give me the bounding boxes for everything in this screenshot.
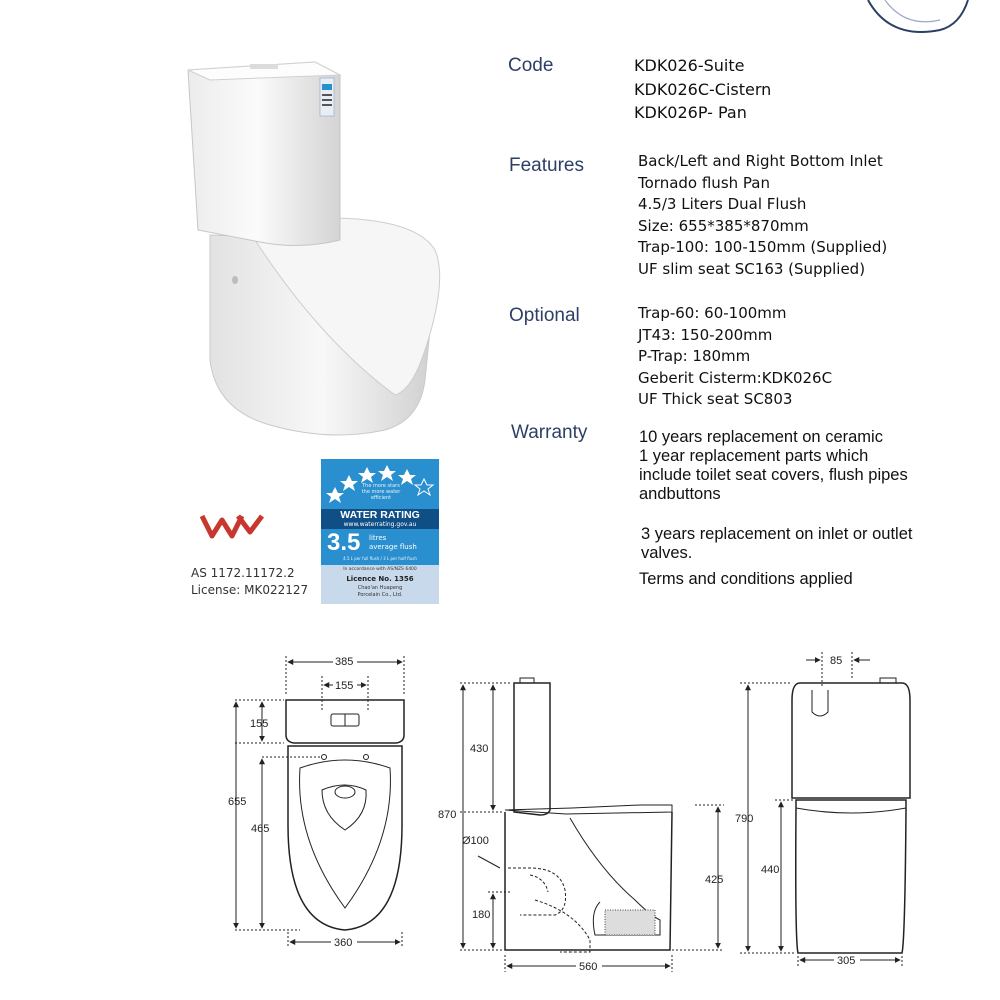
dim-side-inlet: Ø100 (462, 835, 489, 847)
badge-company-1: Chao'an Huapeng (357, 585, 403, 591)
optional-values (638, 303, 832, 411)
dim-top-base: 360 (334, 937, 353, 949)
top-view (235, 656, 404, 948)
badge-rating-desc: average flush (369, 543, 417, 551)
watermark-logo-icon (200, 512, 264, 540)
warranty-line: 3 years replacement on inlet or outlet (641, 525, 913, 543)
badge-flush-detail: 4.5 L per full flush / 3 L per half flush (343, 556, 417, 561)
warranty-line: andbuttons (639, 485, 721, 503)
technical-drawing (0, 640, 1000, 980)
badge-company-2: Porcelain Co., Ltd. (357, 592, 403, 598)
license-text: License: MK022127 (191, 583, 309, 597)
dim-side-depth: 560 (579, 961, 598, 973)
brand-logo-arc (860, 0, 970, 42)
feature-line: 4.5/3 Liters Dual Flush (638, 195, 807, 213)
badge-tagline: The more stars the more water efficient (361, 483, 401, 501)
product-photo (180, 50, 465, 450)
badge-url: www.waterrating.gov.au (321, 521, 439, 529)
dim-top-depth: 655 (228, 796, 247, 808)
code-values (634, 54, 771, 125)
optional-line: P-Trap: 180mm (638, 347, 751, 365)
feature-line: UF slim seat SC163 (Supplied) (638, 259, 866, 278)
warranty-line: 1 year replacement parts which (639, 447, 869, 465)
badge-licence-panel (321, 565, 439, 604)
feature-line: Trap-100: 100-150mm (Supplied) (638, 238, 888, 256)
code-line: KDK026C-Cistern (634, 79, 772, 99)
features-label: Features (509, 155, 584, 176)
warranty-line: Terms and conditions applied (639, 570, 853, 588)
warranty-para-2 (641, 525, 913, 563)
dim-top-button: 155 (335, 680, 354, 692)
dim-back-button: 85 (830, 655, 843, 667)
code-line: KDK026-Suite (634, 56, 745, 75)
dim-top-cistern: 155 (250, 718, 269, 730)
side-view (460, 678, 724, 972)
feature-line: Back/Left and Right Bottom Inlet (638, 152, 883, 170)
optional-line: Trap-60: 60-100mm (638, 304, 787, 322)
code-line: KDK026P- Pan (634, 103, 747, 122)
dim-back-height: 790 (735, 813, 754, 825)
warranty-label: Warranty (511, 422, 588, 443)
dim-back-base: 305 (837, 955, 856, 967)
optional-label: Optional (509, 305, 580, 326)
warranty-line: include toilet seat covers, flush pipes (639, 466, 908, 484)
warranty-line: 10 years replacement on ceramic (639, 428, 883, 446)
feature-line: Tornado flush Pan (638, 173, 770, 192)
code-label: Code (508, 55, 554, 76)
water-rating-badge (321, 459, 439, 604)
dim-side-trap: 180 (472, 909, 491, 921)
warranty-line: valves. (641, 544, 693, 562)
badge-rating-value: 3.5 (327, 529, 361, 556)
warranty-para-3 (639, 570, 853, 589)
dim-back-pan: 440 (761, 864, 780, 876)
badge-standard: In accordance with AS/NZS 6400 (343, 567, 417, 572)
dim-side-height: 870 (438, 809, 457, 821)
optional-line: Geberit Cisterm:KDK026C (638, 368, 833, 387)
badge-licence-no: Licence No. 1356 (346, 575, 414, 583)
dim-side-cistern: 430 (470, 743, 489, 755)
dim-top-width: 385 (335, 656, 354, 668)
dim-top-seat: 465 (251, 823, 270, 835)
optional-line: JT43: 150-200mm (638, 325, 773, 344)
optional-line: UF Thick seat SC803 (638, 390, 793, 408)
dim-side-pan: 425 (705, 874, 724, 886)
standard-text: AS 1172.11172.2 (191, 566, 295, 580)
badge-heading: WATER RATING (321, 509, 439, 521)
features-values (638, 151, 887, 280)
warranty-para-1 (639, 428, 908, 504)
back-view (740, 652, 910, 968)
feature-line: Size: 655*385*870mm (638, 216, 809, 235)
badge-rating-unit: litres (369, 534, 387, 542)
